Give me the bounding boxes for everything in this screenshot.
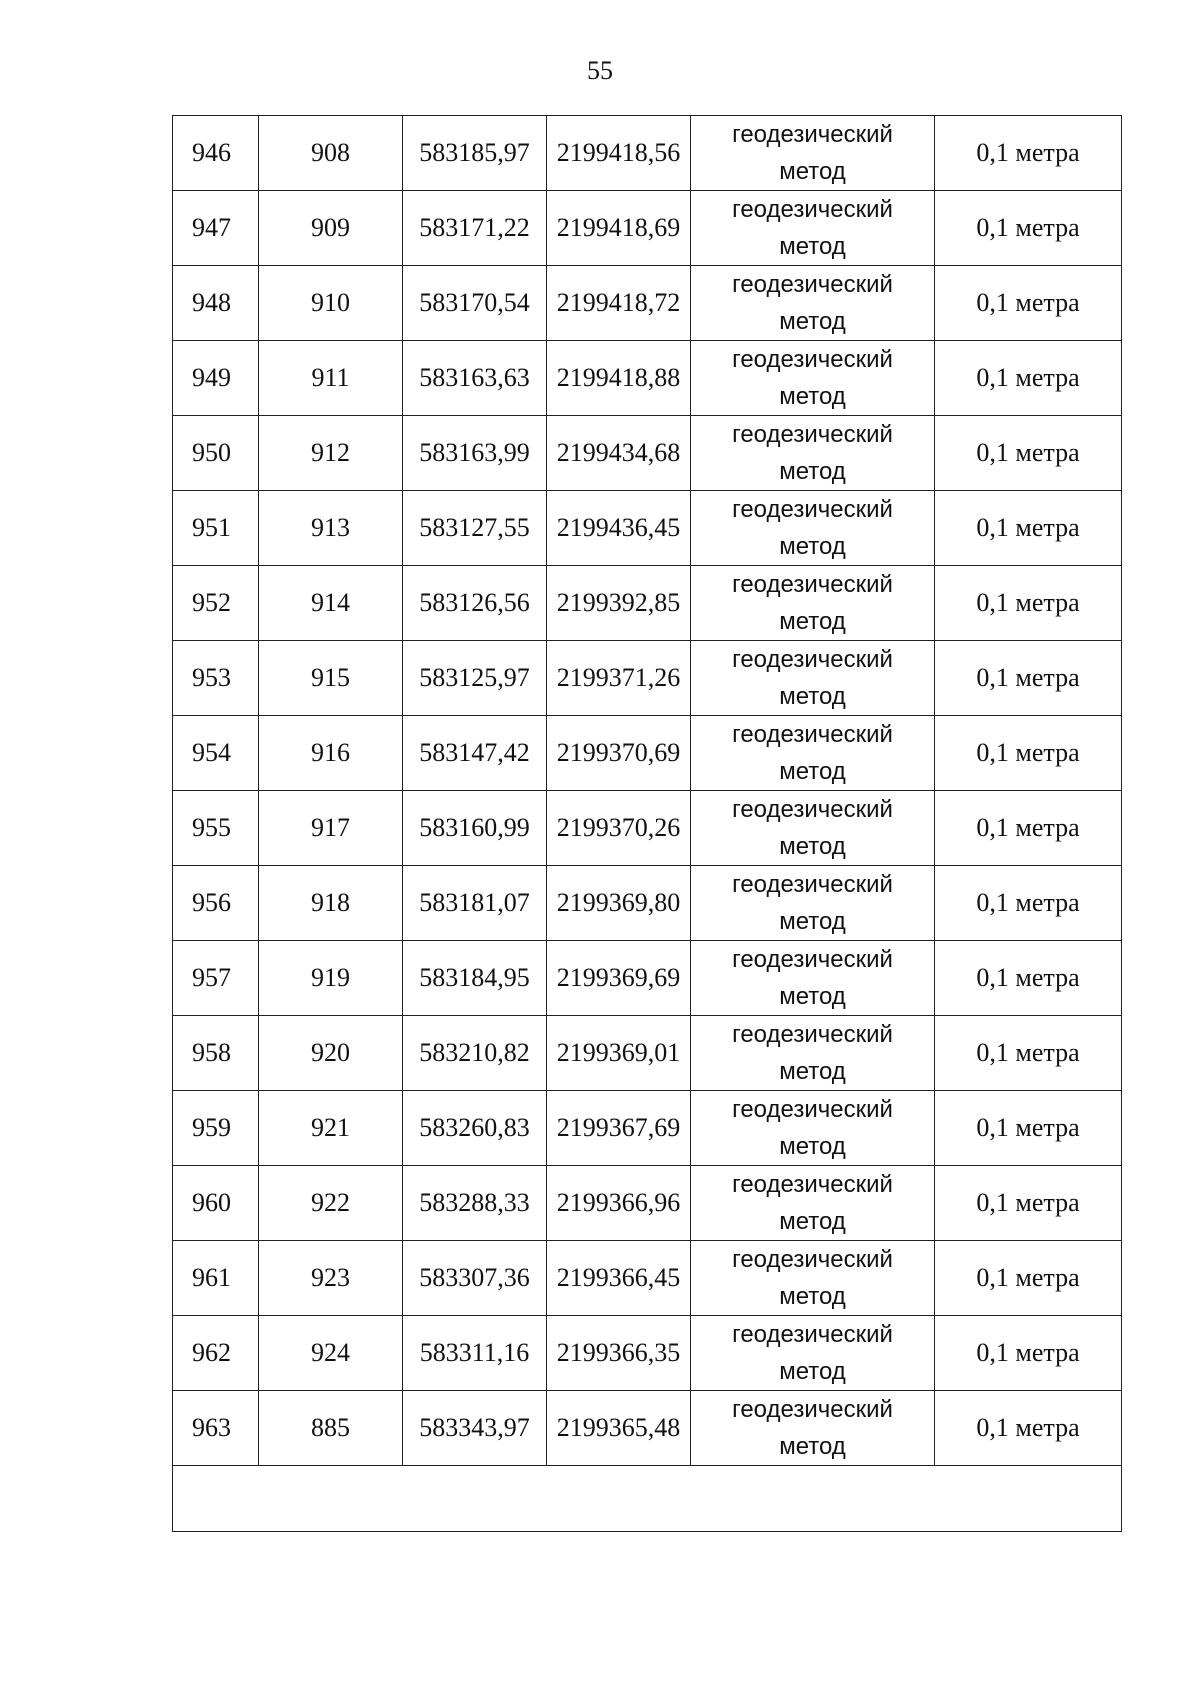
point-number-cell: 923 [259, 1241, 403, 1316]
method-cell [691, 116, 935, 191]
empty-table-row [173, 1466, 1122, 1532]
point-number-cell: 914 [259, 566, 403, 641]
y-coordinate-cell: 2199366,35 [547, 1316, 691, 1391]
point-number-cell: 922 [259, 1166, 403, 1241]
x-coordinate-cell: 583210,82 [403, 1016, 547, 1091]
method-line-1: геодезический [732, 346, 893, 373]
table-row [173, 1166, 1122, 1241]
accuracy-cell: 0,1 метра [935, 1391, 1122, 1466]
point-number-cell: 911 [259, 341, 403, 416]
row-number-cell: 947 [173, 191, 259, 266]
accuracy-cell: 0,1 метра [935, 791, 1122, 866]
y-coordinate-cell: 2199436,45 [547, 491, 691, 566]
accuracy-cell: 0,1 метра [935, 491, 1122, 566]
method-line-1: геодезический [732, 271, 893, 298]
y-coordinate-cell: 2199434,68 [547, 416, 691, 491]
method-cell [691, 716, 935, 791]
table-row [173, 866, 1122, 941]
method-line-1: геодезический [732, 796, 893, 823]
page-number: 55 [587, 56, 613, 85]
point-number-cell: 916 [259, 716, 403, 791]
point-number-cell: 915 [259, 641, 403, 716]
method-cell [691, 1091, 935, 1166]
method-cell [691, 1016, 935, 1091]
x-coordinate-cell: 583288,33 [403, 1166, 547, 1241]
method-line-2: метод [779, 533, 846, 560]
x-coordinate-cell: 583181,07 [403, 866, 547, 941]
row-number-cell: 957 [173, 941, 259, 1016]
method-cell [691, 1241, 935, 1316]
accuracy-cell: 0,1 метра [935, 1241, 1122, 1316]
method-cell [691, 341, 935, 416]
point-number-cell: 921 [259, 1091, 403, 1166]
point-number-cell: 908 [259, 116, 403, 191]
accuracy-cell: 0,1 метра [935, 866, 1122, 941]
row-number-cell: 962 [173, 1316, 259, 1391]
method-line-1: геодезический [732, 721, 893, 748]
table-row [173, 1316, 1122, 1391]
point-number-cell: 913 [259, 491, 403, 566]
row-number-cell: 946 [173, 116, 259, 191]
method-line-2: метод [779, 1358, 846, 1385]
accuracy-cell: 0,1 метра [935, 941, 1122, 1016]
method-cell [691, 941, 935, 1016]
y-coordinate-cell: 2199369,01 [547, 1016, 691, 1091]
row-number-cell: 960 [173, 1166, 259, 1241]
method-line-2: метод [779, 683, 846, 710]
row-number-cell: 953 [173, 641, 259, 716]
y-coordinate-cell: 2199418,69 [547, 191, 691, 266]
table-row [173, 266, 1122, 341]
method-cell [691, 491, 935, 566]
method-line-2: метод [779, 833, 846, 860]
method-line-1: геодезический [732, 1021, 893, 1048]
y-coordinate-cell: 2199369,80 [547, 866, 691, 941]
method-line-1: геодезический [732, 1171, 893, 1198]
table-row [173, 1391, 1122, 1466]
accuracy-cell: 0,1 метра [935, 1166, 1122, 1241]
method-line-1: геодезический [732, 646, 893, 673]
row-number-cell: 959 [173, 1091, 259, 1166]
accuracy-cell: 0,1 метра [935, 716, 1122, 791]
method-line-1: геодезический [732, 1246, 893, 1273]
y-coordinate-cell: 2199366,96 [547, 1166, 691, 1241]
method-line-1: геодезический [732, 496, 893, 523]
x-coordinate-cell: 583171,22 [403, 191, 547, 266]
x-coordinate-cell: 583163,63 [403, 341, 547, 416]
accuracy-cell: 0,1 метра [935, 1091, 1122, 1166]
method-line-2: метод [779, 383, 846, 410]
table-row [173, 116, 1122, 191]
y-coordinate-cell: 2199371,26 [547, 641, 691, 716]
row-number-cell: 961 [173, 1241, 259, 1316]
method-cell [691, 191, 935, 266]
y-coordinate-cell: 2199392,85 [547, 566, 691, 641]
y-coordinate-cell: 2199369,69 [547, 941, 691, 1016]
accuracy-cell: 0,1 метра [935, 266, 1122, 341]
method-line-2: метод [779, 1133, 846, 1160]
method-line-1: геодезический [732, 121, 893, 148]
method-line-1: геодезический [732, 196, 893, 223]
y-coordinate-cell: 2199365,48 [547, 1391, 691, 1466]
accuracy-cell: 0,1 метра [935, 641, 1122, 716]
point-number-cell: 917 [259, 791, 403, 866]
table-row [173, 791, 1122, 866]
accuracy-cell: 0,1 метра [935, 1316, 1122, 1391]
y-coordinate-cell: 2199370,69 [547, 716, 691, 791]
x-coordinate-cell: 583125,97 [403, 641, 547, 716]
point-number-cell: 920 [259, 1016, 403, 1091]
point-number-cell: 885 [259, 1391, 403, 1466]
accuracy-cell: 0,1 метра [935, 191, 1122, 266]
accuracy-cell: 0,1 метра [935, 416, 1122, 491]
method-line-1: геодезический [732, 871, 893, 898]
method-line-1: геодезический [732, 421, 893, 448]
table-row [173, 491, 1122, 566]
y-coordinate-cell: 2199370,26 [547, 791, 691, 866]
table-row [173, 191, 1122, 266]
x-coordinate-cell: 583185,97 [403, 116, 547, 191]
empty-cell [173, 1466, 1122, 1532]
table-row [173, 416, 1122, 491]
table-row [173, 1016, 1122, 1091]
method-line-2: метод [779, 158, 846, 185]
x-coordinate-cell: 583163,99 [403, 416, 547, 491]
row-number-cell: 956 [173, 866, 259, 941]
row-number-cell: 948 [173, 266, 259, 341]
table-row [173, 566, 1122, 641]
row-number-cell: 955 [173, 791, 259, 866]
coordinates-table [172, 115, 1122, 1532]
method-cell [691, 1166, 935, 1241]
x-coordinate-cell: 583307,36 [403, 1241, 547, 1316]
y-coordinate-cell: 2199418,88 [547, 341, 691, 416]
point-number-cell: 918 [259, 866, 403, 941]
row-number-cell: 949 [173, 341, 259, 416]
method-line-2: метод [779, 908, 846, 935]
x-coordinate-cell: 583170,54 [403, 266, 547, 341]
x-coordinate-cell: 583343,97 [403, 1391, 547, 1466]
point-number-cell: 910 [259, 266, 403, 341]
y-coordinate-cell: 2199418,56 [547, 116, 691, 191]
row-number-cell: 952 [173, 566, 259, 641]
accuracy-cell: 0,1 метра [935, 341, 1122, 416]
y-coordinate-cell: 2199366,45 [547, 1241, 691, 1316]
point-number-cell: 924 [259, 1316, 403, 1391]
method-line-1: геодезический [732, 571, 893, 598]
point-number-cell: 919 [259, 941, 403, 1016]
table-row [173, 341, 1122, 416]
method-line-2: метод [779, 233, 846, 260]
method-line-2: метод [779, 1058, 846, 1085]
method-line-2: метод [779, 608, 846, 635]
x-coordinate-cell: 583126,56 [403, 566, 547, 641]
row-number-cell: 963 [173, 1391, 259, 1466]
method-line-2: метод [779, 983, 846, 1010]
method-line-2: метод [779, 308, 846, 335]
method-cell [691, 266, 935, 341]
row-number-cell: 951 [173, 491, 259, 566]
accuracy-cell: 0,1 метра [935, 116, 1122, 191]
row-number-cell: 950 [173, 416, 259, 491]
method-cell [691, 641, 935, 716]
x-coordinate-cell: 583147,42 [403, 716, 547, 791]
x-coordinate-cell: 583184,95 [403, 941, 547, 1016]
accuracy-cell: 0,1 метра [935, 566, 1122, 641]
method-line-2: метод [779, 1283, 846, 1310]
x-coordinate-cell: 583260,83 [403, 1091, 547, 1166]
accuracy-cell: 0,1 метра [935, 1016, 1122, 1091]
point-number-cell: 912 [259, 416, 403, 491]
x-coordinate-cell: 583311,16 [403, 1316, 547, 1391]
row-number-cell: 954 [173, 716, 259, 791]
x-coordinate-cell: 583160,99 [403, 791, 547, 866]
method-cell [691, 1316, 935, 1391]
coordinates-table-body [173, 116, 1122, 1532]
method-line-2: метод [779, 1208, 846, 1235]
method-line-1: геодезический [732, 946, 893, 973]
table-row [173, 716, 1122, 791]
table-row [173, 641, 1122, 716]
point-number-cell: 909 [259, 191, 403, 266]
method-cell [691, 566, 935, 641]
method-line-2: метод [779, 1433, 846, 1460]
y-coordinate-cell: 2199418,72 [547, 266, 691, 341]
method-cell [691, 791, 935, 866]
table-row [173, 941, 1122, 1016]
table-row [173, 1241, 1122, 1316]
method-cell [691, 866, 935, 941]
method-line-1: геодезический [732, 1396, 893, 1423]
method-cell [691, 1391, 935, 1466]
method-line-1: геодезический [732, 1321, 893, 1348]
table-row [173, 1091, 1122, 1166]
method-line-2: метод [779, 458, 846, 485]
method-line-1: геодезический [732, 1096, 893, 1123]
y-coordinate-cell: 2199367,69 [547, 1091, 691, 1166]
row-number-cell: 958 [173, 1016, 259, 1091]
x-coordinate-cell: 583127,55 [403, 491, 547, 566]
method-cell [691, 416, 935, 491]
method-line-2: метод [779, 758, 846, 785]
